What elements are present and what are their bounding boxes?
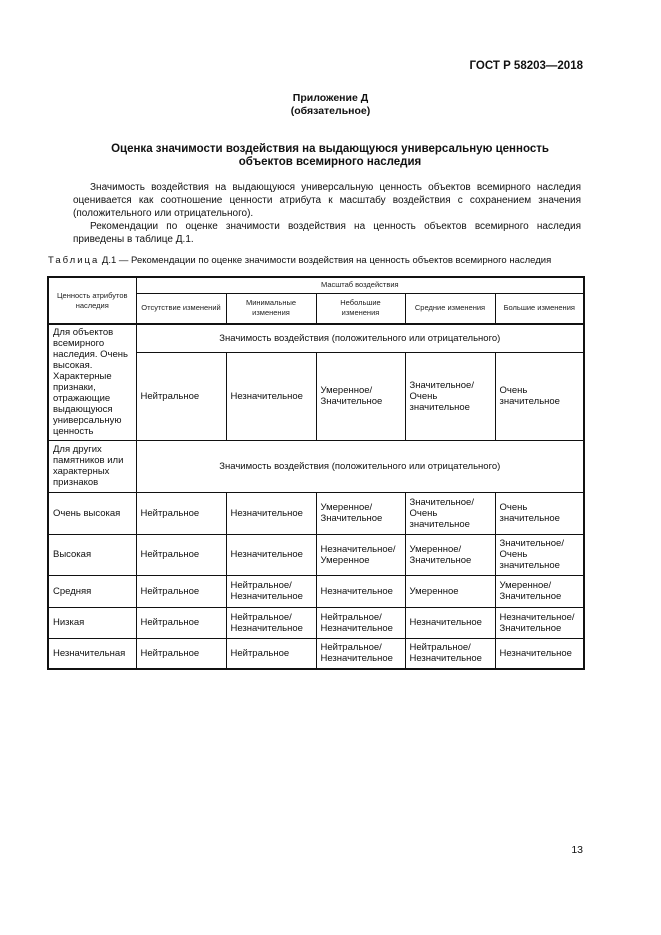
table-cell: Умеренное <box>405 575 495 607</box>
title-line-2: объектов всемирного наследия <box>238 156 422 168</box>
table-cell: Незначительное/ Значительное <box>495 607 584 638</box>
table-cell: Нейтральное/ Незначительное <box>316 638 405 669</box>
row-label: Незначительная <box>48 638 136 669</box>
column-header: Минимальные изменения <box>226 293 316 324</box>
row-label: Высокая <box>48 534 136 575</box>
table-cell: Значительное/ Очень значительное <box>405 352 495 440</box>
table-cell: Нейтральное <box>136 638 226 669</box>
column-header: Средние изменения <box>405 293 495 324</box>
row-label: Низкая <box>48 607 136 638</box>
significance-header: Значимость воздействия (положительного или отрицательного) <box>136 440 584 492</box>
table-cell: Незначительное <box>316 575 405 607</box>
paragraph-2: Рекомендации по оценке значимости воздействия на ценность объектов всемирного наследия приведены в таблице Д.1. <box>73 221 581 245</box>
table-cell: Нейтральное <box>226 638 316 669</box>
table-cell: Незначительное <box>226 492 316 534</box>
table-cell: Незначительное/ Умеренное <box>316 534 405 575</box>
table-cell: Нейтральное <box>136 575 226 607</box>
table-cell: Умеренное/ Значительное <box>316 492 405 534</box>
table-corner-header: Ценность атрибутов наследия <box>48 277 136 324</box>
table-cell: Значительное/ Очень значительное <box>495 534 584 575</box>
table-cell: Нейтральное/ Незначительное <box>226 575 316 607</box>
caption-text: Д.1 — Рекомендации по оценке значимости воздействия на ценность объектов всемирного наследия <box>99 255 552 266</box>
title-line-1: Оценка значимости воздействия на выдающуюся универсальную ценность <box>111 143 549 155</box>
table-cell: Очень значительное <box>495 352 584 440</box>
table-cell: Умеренное/ Значительное <box>316 352 405 440</box>
table-cell: Нейтральное <box>136 607 226 638</box>
section-label-world-heritage: Для объектов всемирного наследия. Очень высокая. Характерные признаки, отражающие выдающуюся универсальную ценность <box>48 324 136 440</box>
document-title <box>80 143 580 169</box>
table-cell: Умеренное/ Значительное <box>405 534 495 575</box>
caption-label: Таблица <box>48 255 100 266</box>
table-cell: Нейтральное <box>136 352 226 440</box>
annex-heading <box>0 92 661 118</box>
table-cell: Нейтральное <box>136 492 226 534</box>
table-caption <box>48 255 551 266</box>
page-number: 13 <box>571 844 583 856</box>
table-cell: Незначительное <box>405 607 495 638</box>
table-cell: Незначительное <box>495 638 584 669</box>
table-cell: Значительное/ Очень значительное <box>405 492 495 534</box>
annex-title: Приложение Д <box>292 92 369 104</box>
annex-status: (обязательное) <box>290 105 371 117</box>
table-cell: Нейтральное/ Незначительное <box>226 607 316 638</box>
row-label: Очень высокая <box>48 492 136 534</box>
impact-significance-table <box>47 276 585 670</box>
table-cell: Умеренное/ Значительное <box>495 575 584 607</box>
row-label: Средняя <box>48 575 136 607</box>
table-cell: Незначительное <box>226 352 316 440</box>
table-cell: Незначительное <box>226 534 316 575</box>
scale-header: Масштаб воздействия <box>136 277 584 293</box>
table-cell: Очень значительное <box>495 492 584 534</box>
column-header: Небольшие изменения <box>316 293 405 324</box>
section-label-other-monuments: Для других памятников или характерных признаков <box>48 440 136 492</box>
table-cell: Нейтральное/ Незначительное <box>316 607 405 638</box>
table-cell: Нейтральное <box>136 534 226 575</box>
significance-header: Значимость воздействия (положительного или отрицательного) <box>136 324 584 352</box>
column-header: Большие изменения <box>495 293 584 324</box>
paragraph-1: Значимость воздействия на выдающуюся универсальную ценность объектов всемирного наследия оценивается как соотношение ценности атрибута к масштабу воздействия с сохранением значения (положительного или отрицательного). <box>73 182 581 219</box>
column-header: Отсутствие изменений <box>136 293 226 324</box>
table-cell: Нейтральное/ Незначительное <box>405 638 495 669</box>
standard-number: ГОСТ Р 58203—2018 <box>469 60 583 72</box>
